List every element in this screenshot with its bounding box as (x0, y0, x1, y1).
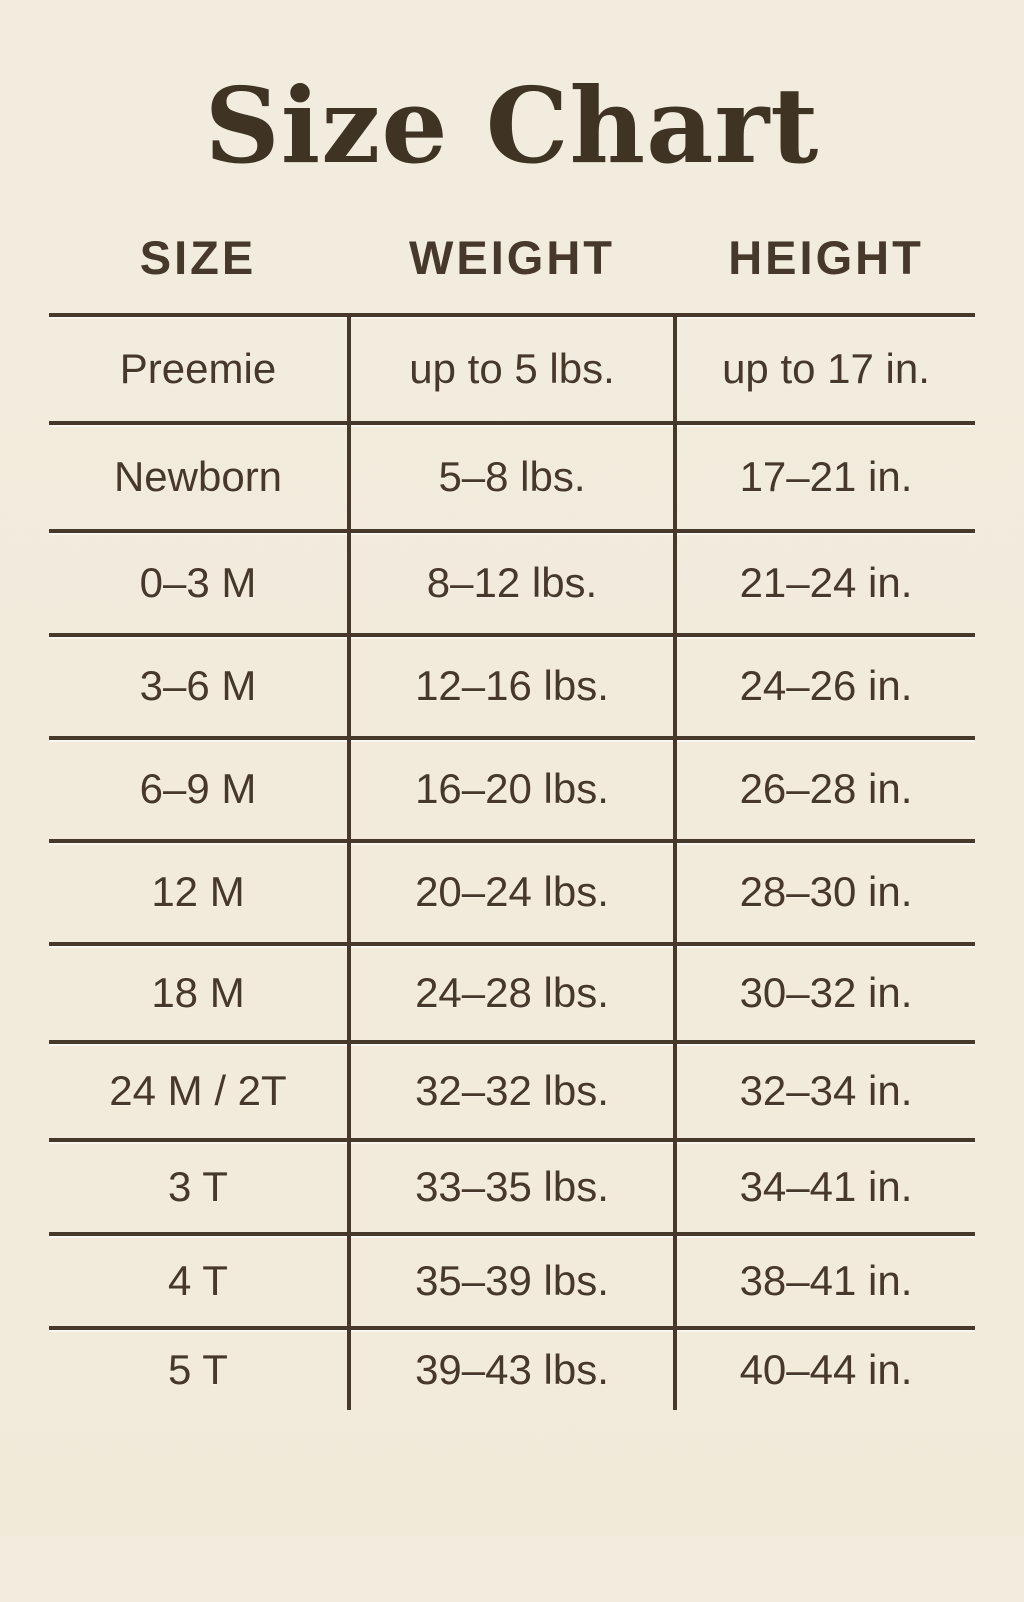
height-cell: 28–30 in. (739, 868, 913, 916)
weight-cell: 33–35 lbs. (347, 1142, 677, 1232)
size-chart-table (49, 230, 975, 1410)
table-row (49, 736, 975, 839)
weight-cell: 39–43 lbs. (347, 1330, 677, 1410)
size-cell: 6–9 M (139, 765, 257, 813)
size-cell: 12 M (151, 868, 245, 916)
height-cell: 26–28 in. (739, 765, 913, 813)
weight-cell: 20–24 lbs. (347, 843, 677, 942)
table-row (49, 421, 975, 529)
size-chart-page (0, 66, 1024, 1602)
column-header-weight: WEIGHT (409, 230, 615, 284)
table-body (49, 313, 975, 1410)
height-cell: 34–41 in. (739, 1162, 913, 1210)
table-header-row (49, 230, 975, 313)
size-cell: 0–3 M (139, 558, 257, 606)
weight-cell: up to 5 lbs. (347, 317, 677, 421)
table-row (49, 1326, 975, 1410)
height-cell: 24–26 in. (739, 662, 913, 710)
table-row (49, 942, 975, 1040)
weight-cell: 16–20 lbs. (347, 740, 677, 839)
size-cell: 3 T (168, 1162, 228, 1210)
size-cell: Newborn (113, 452, 283, 500)
table-row (49, 839, 975, 942)
height-cell: 38–41 in. (739, 1256, 913, 1304)
table-row (49, 1232, 975, 1326)
size-cell: 4 T (168, 1256, 228, 1304)
weight-cell: 24–28 lbs. (347, 946, 677, 1040)
table-row (49, 529, 975, 633)
table-row (49, 313, 975, 421)
height-cell: 17–21 in. (739, 452, 913, 500)
table-row (49, 1138, 975, 1232)
size-cell: 18 M (151, 968, 245, 1016)
size-cell: Preemie (119, 344, 277, 392)
table-row (49, 1040, 975, 1138)
column-header-height: HEIGHT (728, 230, 924, 284)
column-header-size: SIZE (139, 230, 257, 284)
weight-cell: 12–16 lbs. (347, 637, 677, 736)
height-cell: 40–44 in. (739, 1345, 913, 1393)
height-cell: 21–24 in. (739, 558, 913, 606)
weight-cell: 35–39 lbs. (347, 1236, 677, 1326)
size-cell: 24 M / 2T (109, 1066, 287, 1114)
size-cell: 5 T (168, 1345, 228, 1393)
height-cell: 30–32 in. (739, 968, 913, 1016)
weight-cell: 8–12 lbs. (347, 533, 677, 633)
height-cell: up to 17 in. (722, 344, 930, 392)
page-title: Size Chart (204, 64, 820, 187)
size-cell: 3–6 M (139, 662, 257, 710)
height-cell: 32–34 in. (739, 1066, 913, 1114)
table-row (49, 633, 975, 736)
weight-cell: 32–32 lbs. (347, 1044, 677, 1138)
weight-cell: 5–8 lbs. (347, 425, 677, 529)
